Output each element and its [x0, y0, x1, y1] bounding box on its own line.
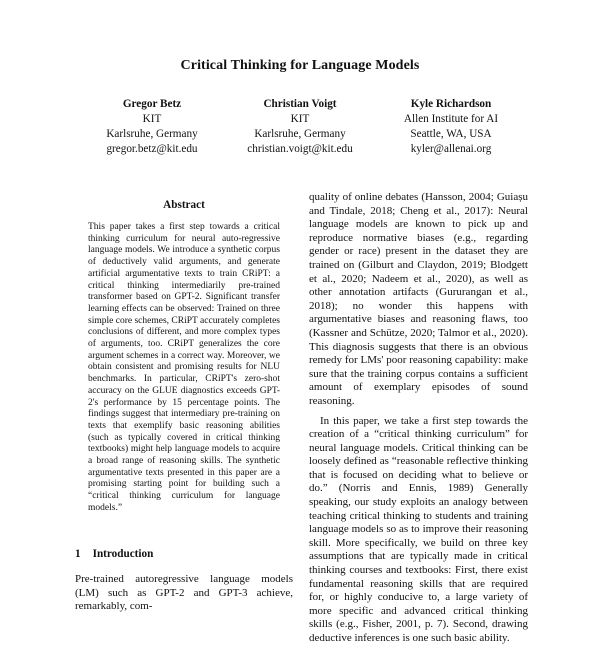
- author-3: [361, 97, 541, 157]
- body-paragraph-2: In this paper, we take a first step towards the creation of a “critical thinking curriculum” for neural language models. Critical thinking can be loosely defined as “reasonable reflective thinking that is focused on deciding what to believe or do.” (Norris and Ennis, 1989) Generally speaking, our study exploits an analogy between teaching critical thinking to students and training language models so as to improve their reasoning skill. More specifically, we build on three key assumptions that are typically made in critical thinking courses and textbooks: First, there exist fundamental reasoning skills that are required for, or highly conducive to, a large variety of more specific and advanced critical thinking skills (e.g., Fisher, 2001, p. 7). Second, drawing deductive inferences is one such basic ability.: [309, 414, 528, 644]
- author-block: [0, 97, 600, 167]
- section-heading-introduction: [75, 548, 153, 560]
- body-paragraph-1: quality of online debates (Hansson, 2004; Guiașu and Tindale, 2018; Cheng et al., 2017): Neural language models are known to pick up and reproduce normative biases (e.g., regarding gender or race) present in the dataset they are trained on (Gilburt and Claydon, 2019; Blodgett et al., 2020; Nadeem et al., 2020), as well as other annotation artifacts (Gururangan et al., 2018); no wonder this happens with argumentative biases and reasoning flaws, too (Kassner and Schütze, 2020; Talmor et al., 2020). This diagnosis suggests that there is an obvious remedy for LMs' poor reasoning capability: make sure that the training corpus contains a sufficient amount of exemplary episodes of sound reasoning.: [309, 191, 528, 407]
- author-affiliation: KIT: [290, 113, 310, 125]
- right-column: [309, 191, 528, 644]
- paper-title: Critical Thinking for Language Models: [180, 58, 420, 73]
- body-paragraph-2-clip: [309, 414, 528, 644]
- author-name: Kyle Richardson: [410, 98, 492, 110]
- abstract-text: This paper takes a first step towards a critical thinking curriculum for neural auto-regressive language models. We introduce a synthetic corpus of deductively valid arguments, and generate artificial argumentative texts to train CRiPT: a critical thinking intermediarily pre-trained transformer based on GPT-2. Significant transfer learning effects can be observed: Trained on three simple core schemes, CRiPT accurately completes conclusions of different, and more complex types of arguments, too. CRiPT generalizes the core argument schemes in a correct way. Moreover, we obtain consistent and promising results for NLU benchmarks. In particular, CRiPT's zero-shot accuracy on the GLUE diagnostics exceeds GPT-2's performance by 15 percentage points. The findings suggest that intermediary pre-training on texts that exemplify basic reasoning abilities (such as typically covered in critical thinking textbooks) might help language models to acquire a broad range of reasoning skills. The synthetic argumentative texts presented in this paper are a promising starting point for building such a “critical thinking curriculum for language models.”: [88, 222, 280, 513]
- introduction-paragraph: Pre-trained autoregressive language models (LM) such as GPT-2 and GPT-3 achieve, remarkably, com-: [75, 573, 293, 613]
- author-email: kyler@allenai.org: [410, 143, 492, 155]
- author-affiliation: Allen Institute for AI: [403, 113, 499, 125]
- section-title: Introduction: [92, 548, 154, 560]
- author-affiliation: KIT: [142, 113, 162, 125]
- author-name: Christian Voigt: [263, 98, 337, 110]
- author-location: Karlsruhe, Germany: [254, 128, 346, 140]
- author-location: Karlsruhe, Germany: [106, 128, 198, 140]
- author-name: Gregor Betz: [122, 98, 182, 110]
- section-number: 1: [75, 548, 81, 560]
- author-email: gregor.betz@kit.edu: [106, 143, 198, 155]
- author-email: christian.voigt@kit.edu: [247, 143, 353, 155]
- abstract-heading: Abstract: [163, 199, 205, 211]
- author-location: Seattle, WA, USA: [410, 128, 492, 140]
